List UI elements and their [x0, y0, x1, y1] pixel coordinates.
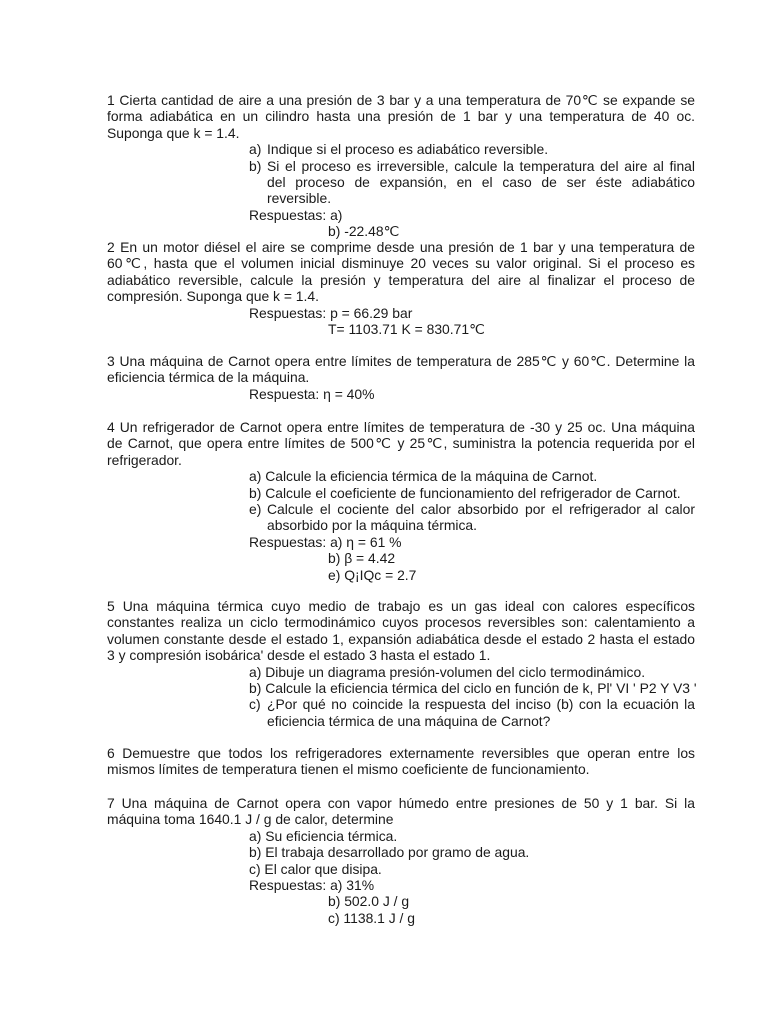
problem-text: 7 Una máquina de Carnot opera con vapor húmedo entre presiones de 50 y 1 bar. Si la máquina toma 1640.1 J / g de calor, determine — [107, 795, 695, 828]
question-item: a) Su eficiencia térmica. — [249, 827, 398, 844]
answer-line: b) -22.48℃ — [328, 223, 400, 240]
item-label: a) — [249, 141, 262, 158]
answer-line: Respuestas: a) — [249, 206, 343, 223]
item-label: e) — [249, 501, 262, 518]
question-item: a) Dibuje un diagrama presión-volumen del ciclo termodinámico. — [249, 663, 646, 680]
problem-5 — [107, 598, 695, 729]
item-text: Si el proceso es irreversible, calcule la temperatura del aire al final del proceso de expansión, en el caso de ser éste adiabático reversible. — [267, 157, 695, 207]
question-item: c) El calor que disipa. — [249, 860, 382, 877]
answer-line: Respuesta: η = 40% — [249, 385, 375, 402]
problem-6 — [107, 745, 695, 778]
question-item — [107, 696, 695, 729]
problem-text: 5 Una máquina térmica cuyo medio de trabajo es un gas ideal con calores específicos constantes realiza un ciclo termodinámico cuyos procesos reversibles son: calentamiento a volumen constante desde el estado 1, expansión adiabática desde el estado 2 hasta el estado 3 y compresión isobárica' desde el estado 3 hasta el estado 1. — [107, 598, 695, 664]
answer-line: Respuestas: p = 66.29 bar — [249, 304, 413, 321]
problem-text: 2 En un motor diésel el aire se comprime desde una presión de 1 bar y una temperatura de 60℃, hasta que el volumen inicial disminuye 20 veces su valor original. Si el proceso es adiabático reversible, calcule la presión y temperatura del aire al finalizar el proceso de compresión. Suponga que k = 1.4. — [107, 239, 695, 305]
question-item: b) El trabaja desarrollado por gramo de agua. — [249, 844, 530, 861]
question-item: a) Calcule la eficiencia térmica de la máquina de Carnot. — [249, 468, 598, 485]
problem-text: 6 Demuestre que todos los refrigeradores externamente reversibles que operan entre los mismos límites de temperatura tienen el mismo coeficiente de funcionamiento. — [107, 745, 695, 778]
item-label: b) — [249, 157, 262, 174]
answer-line: T= 1103.71 K = 830.71℃ — [328, 321, 485, 338]
question-item — [107, 141, 695, 157]
item-text: ¿Por qué no coincide la respuesta del inciso (b) con la ecuación la eficiencia térmica de una máquina de Carnot? — [267, 696, 695, 729]
problem-text: 1 Cierta cantidad de aire a una presión de 3 bar y a una temperatura de 70℃ se expande se forma adiabática en un cilindro hasta una presión de 1 bar y una temperatura de 40 oc. Suponga que k = 1.4. — [107, 92, 695, 141]
item-text: Calcule el cociente del calor absorbido por el refrigerador al calor absorbido por la máquina térmica. — [267, 501, 695, 534]
problem-text: 3 Una máquina de Carnot opera entre límites de temperatura de 285℃ y 60℃. Determine la eficiencia térmica de la máquina. — [107, 353, 695, 386]
problem-4 — [107, 419, 695, 583]
problem-1 — [107, 92, 695, 240]
answer-line: e) Q¡IQc = 2.7 — [328, 566, 417, 583]
answer-line: c) 1138.1 J / g — [328, 909, 415, 926]
question-item: b) Calcule la eficiencia térmica del ciclo en función de k, Pl' VI ' P2 Y V3 ' — [249, 680, 697, 697]
question-item — [107, 501, 695, 534]
answer-line: b) 502.0 J / g — [328, 893, 410, 910]
item-text: Indique si el proceso es adiabático reversible. — [267, 141, 549, 158]
answer-line: Respuestas: a) η = 61 % — [249, 533, 402, 550]
problem-2 — [107, 239, 695, 337]
problem-text: 4 Un refrigerador de Carnot opera entre límites de temperatura de -30 y 25 oc. Una máquina de Carnot, que opera entre límites de 500℃ y 25℃, suministra la potencia requerida por el refrigerador. — [107, 419, 695, 468]
question-item: b) Calcule el coeficiente de funcionamiento del refrigerador de Carnot. — [249, 484, 681, 501]
item-label: c) — [249, 696, 261, 713]
answer-line: Respuestas: a) 31% — [249, 877, 375, 894]
problem-7 — [107, 795, 695, 926]
answer-line: b) β = 4.42 — [328, 550, 396, 567]
problem-3 — [107, 353, 695, 402]
question-item — [107, 158, 695, 207]
